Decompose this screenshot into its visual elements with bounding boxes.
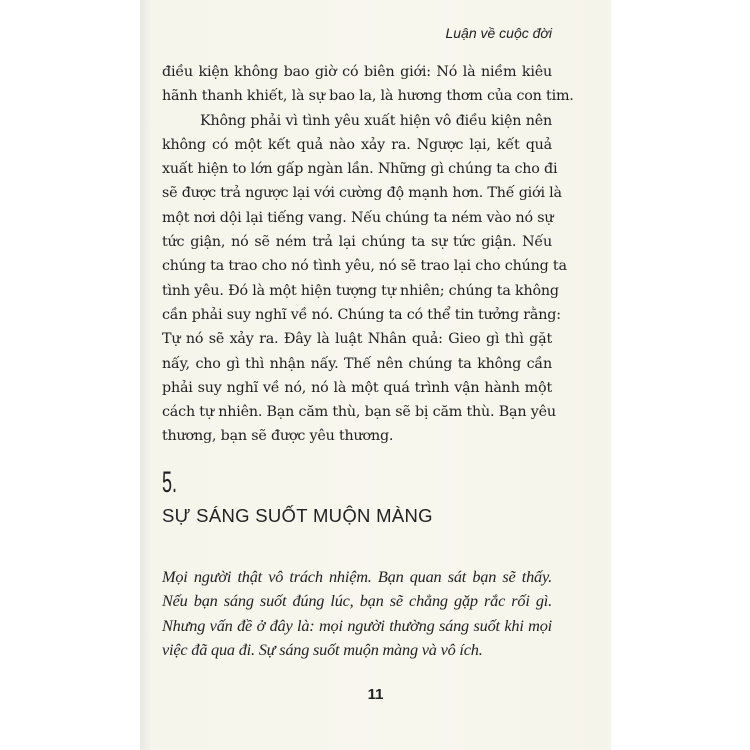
text-line: Nhưng vấn đề ở đây là: mọi người thường sáng suốt khi mọi	[162, 615, 552, 635]
text-line: Nếu bạn sáng suốt đúng lúc, bạn sẽ chẳng gặp rắc rối gì.	[162, 591, 552, 611]
text-line: Không phải vì tình yêu xuất hiện vô điều kiện nên	[200, 112, 552, 129]
text-line: Mọi người thật vô trách nhiệm. Bạn quan sát bạn sẽ thấy.	[162, 567, 552, 586]
page-number: 11	[367, 686, 384, 703]
text-line: điều kiện không bao giờ có biên giới: Nó là niềm kiêu	[162, 64, 552, 80]
text-line: Tự nó sẽ xảy ra. Đây là luật Nhân quả: Gieo gì thì gặt	[162, 331, 552, 348]
text-line: xuất hiện to lớn gấp ngàn lần. Những gì chúng ta cho đi	[162, 161, 558, 178]
text-line: cần phải suy nghĩ về nó. Chúng ta có thể tin tưởng rằng:	[162, 306, 561, 323]
text-line: tức giận, nó sẽ ném trả lại chúng ta sự tức giận. Nếu	[162, 234, 552, 251]
section-epigraph	[162, 565, 552, 662]
text-line: cách tự nhiên. Bạn căm thù, bạn sẽ bị căm thù. Bạn yêu	[162, 404, 556, 421]
text-line: tình yêu. Đó là một hiện tượng tự nhiên; chúng ta không	[162, 282, 559, 299]
text-line: nấy, cho gì thì nhận nấy. Thế nên chúng ta không cần	[162, 355, 552, 372]
section-number: 5.	[162, 466, 178, 499]
text-line: thương, bạn sẽ được yêu thương.	[162, 428, 394, 445]
book-page	[140, 0, 611, 750]
text-line: chúng ta trao cho nó tình yêu, nó sẽ trao lại cho chúng ta	[162, 258, 567, 275]
text-line: sẽ được trả ngược lại với cường độ mạnh hơn. Thế giới là	[162, 185, 562, 202]
body-text	[162, 60, 574, 449]
text-line: phải suy nghĩ về nó, nó là một quá trình vận hành một	[162, 379, 552, 396]
text-line: một nơi dội lại tiếng vang. Nếu chúng ta ném vào nó sự	[162, 209, 554, 226]
text-line: hãnh thanh khiết, là sự bao la, là hương thơm của con tim.	[162, 88, 574, 105]
text-line: không có một kết quả nào xảy ra. Ngược lại, kết quả	[162, 136, 552, 153]
section-title: SỰ SÁNG SUỐT MUỘN MÀNG	[162, 505, 433, 526]
text-line: việc đã qua đi. Sự sáng suốt muộn màng và vô ích.	[162, 639, 483, 659]
running-header: Luận về cuộc đời	[445, 25, 552, 41]
